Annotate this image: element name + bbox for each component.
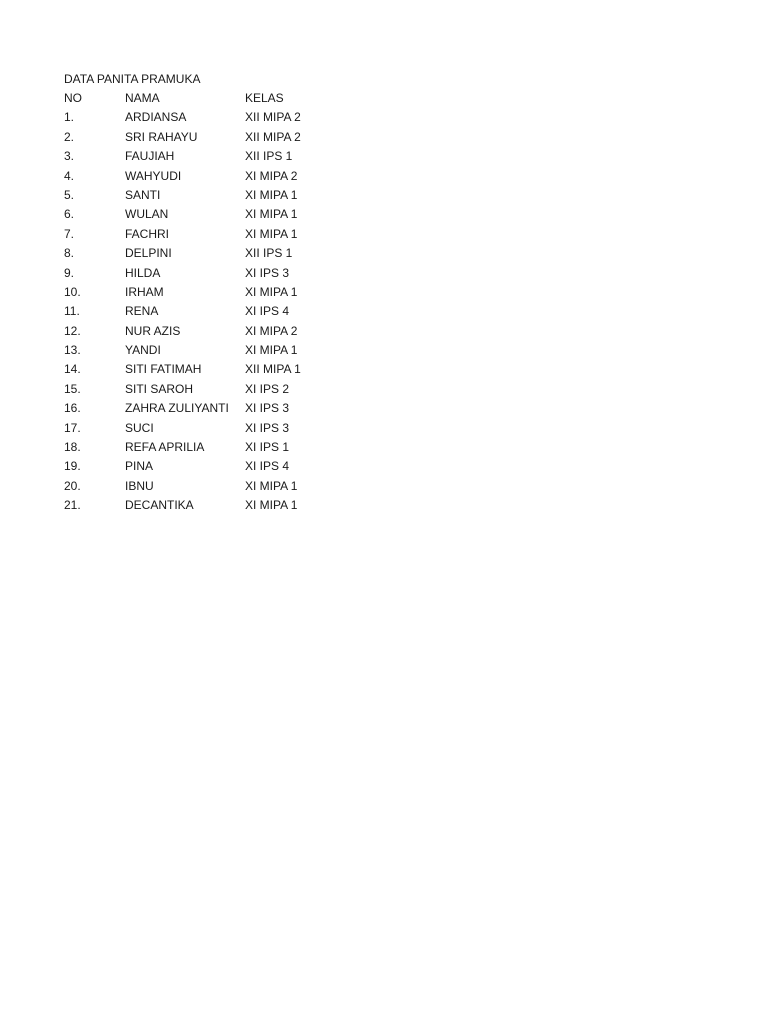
cell-kelas: XI IPS 4: [245, 304, 290, 319]
cell-no: 13.: [64, 343, 81, 358]
table-row: [64, 244, 704, 263]
cell-kelas: XI IPS 1: [245, 440, 290, 455]
table-row: [64, 360, 704, 379]
cell-kelas: XI IPS 3: [245, 420, 290, 435]
table-row: [64, 205, 704, 224]
cell-nama: HILDA: [125, 265, 161, 280]
table-row: [64, 457, 704, 476]
table-row: [64, 419, 704, 438]
table-row: [64, 399, 704, 418]
cell-kelas: XI IPS 3: [245, 401, 290, 416]
cell-nama: PINA: [125, 459, 154, 474]
cell-no: 8.: [64, 246, 75, 261]
table-row: [64, 496, 704, 515]
document-title: DATA PANITA PRAMUKA: [64, 72, 201, 86]
table-row: [64, 380, 704, 399]
cell-nama: DECANTIKA: [125, 498, 194, 513]
table-row: [64, 341, 704, 360]
table-row: [64, 108, 704, 127]
table-row: [64, 302, 704, 321]
cell-kelas: XI IPS 3: [245, 265, 290, 280]
cell-nama: ZAHRA ZULIYANTI: [125, 401, 229, 416]
cell-no: 12.: [64, 323, 81, 338]
table-row: [64, 283, 704, 302]
table-row: [64, 438, 704, 457]
cell-nama: DELPINI: [125, 246, 172, 261]
cell-no: 7.: [64, 226, 75, 241]
table-row: [64, 225, 704, 244]
header-nama: NAMA: [125, 91, 160, 105]
cell-kelas: XI MIPA 1: [245, 187, 298, 202]
cell-kelas: XI MIPA 1: [245, 207, 298, 222]
cell-kelas: XI MIPA 1: [245, 226, 298, 241]
table-header-row: [64, 89, 704, 108]
cell-no: 5.: [64, 187, 75, 202]
cell-nama: SRI RAHAYU: [125, 129, 198, 144]
cell-no: 20.: [64, 478, 81, 493]
committee-table: [64, 89, 704, 516]
table-row: [64, 167, 704, 186]
cell-kelas: XI MIPA 1: [245, 284, 298, 299]
cell-nama: RENA: [125, 304, 159, 319]
document-body: [64, 69, 704, 516]
cell-no: 14.: [64, 362, 81, 377]
table-row: [64, 477, 704, 496]
cell-no: 17.: [64, 420, 81, 435]
cell-no: 11.: [64, 304, 80, 319]
table-row: [64, 128, 704, 147]
cell-no: 1.: [64, 110, 75, 125]
cell-kelas: XII MIPA 2: [245, 110, 301, 125]
table-row: [64, 264, 704, 283]
cell-no: 21.: [64, 498, 81, 513]
cell-nama: IRHAM: [125, 284, 164, 299]
cell-no: 2.: [64, 129, 75, 144]
cell-kelas: XI MIPA 2: [245, 323, 298, 338]
cell-nama: IBNU: [125, 478, 154, 493]
cell-nama: WULAN: [125, 207, 169, 222]
cell-nama: YANDI: [125, 343, 161, 358]
cell-kelas: XI MIPA 1: [245, 343, 298, 358]
table-body: [64, 108, 704, 515]
cell-kelas: XI MIPA 1: [245, 478, 298, 493]
cell-kelas: XII IPS 1: [245, 246, 293, 261]
cell-kelas: XI MIPA 2: [245, 168, 298, 183]
cell-kelas: XI IPS 4: [245, 459, 290, 474]
cell-nama: REFA APRILIA: [125, 440, 205, 455]
table-row: [64, 147, 704, 166]
cell-nama: SUCI: [125, 420, 154, 435]
cell-nama: FAUJIAH: [125, 149, 175, 164]
cell-no: 9.: [64, 265, 75, 280]
cell-no: 19.: [64, 459, 81, 474]
cell-kelas: XI MIPA 1: [245, 498, 298, 513]
cell-no: 4.: [64, 168, 75, 183]
cell-no: 16.: [64, 401, 81, 416]
cell-nama: SITI FATIMAH: [125, 362, 202, 377]
cell-no: 15.: [64, 381, 81, 396]
table-row: [64, 322, 704, 341]
cell-kelas: XII MIPA 2: [245, 129, 301, 144]
table-row: [64, 186, 704, 205]
cell-no: 10.: [64, 284, 81, 299]
cell-kelas: XI IPS 2: [245, 381, 290, 396]
cell-nama: SANTI: [125, 187, 161, 202]
cell-nama: NUR AZIS: [125, 323, 181, 338]
cell-no: 6.: [64, 207, 75, 222]
cell-kelas: XII MIPA 1: [245, 362, 301, 377]
cell-kelas: XII IPS 1: [245, 149, 293, 164]
cell-nama: SITI SAROH: [125, 381, 194, 396]
header-no: NO: [64, 91, 82, 105]
cell-nama: WAHYUDI: [125, 168, 182, 183]
cell-nama: FACHRI: [125, 226, 170, 241]
cell-no: 3.: [64, 149, 75, 164]
header-kelas: KELAS: [245, 91, 284, 105]
cell-no: 18.: [64, 440, 81, 455]
cell-nama: ARDIANSA: [125, 110, 187, 125]
